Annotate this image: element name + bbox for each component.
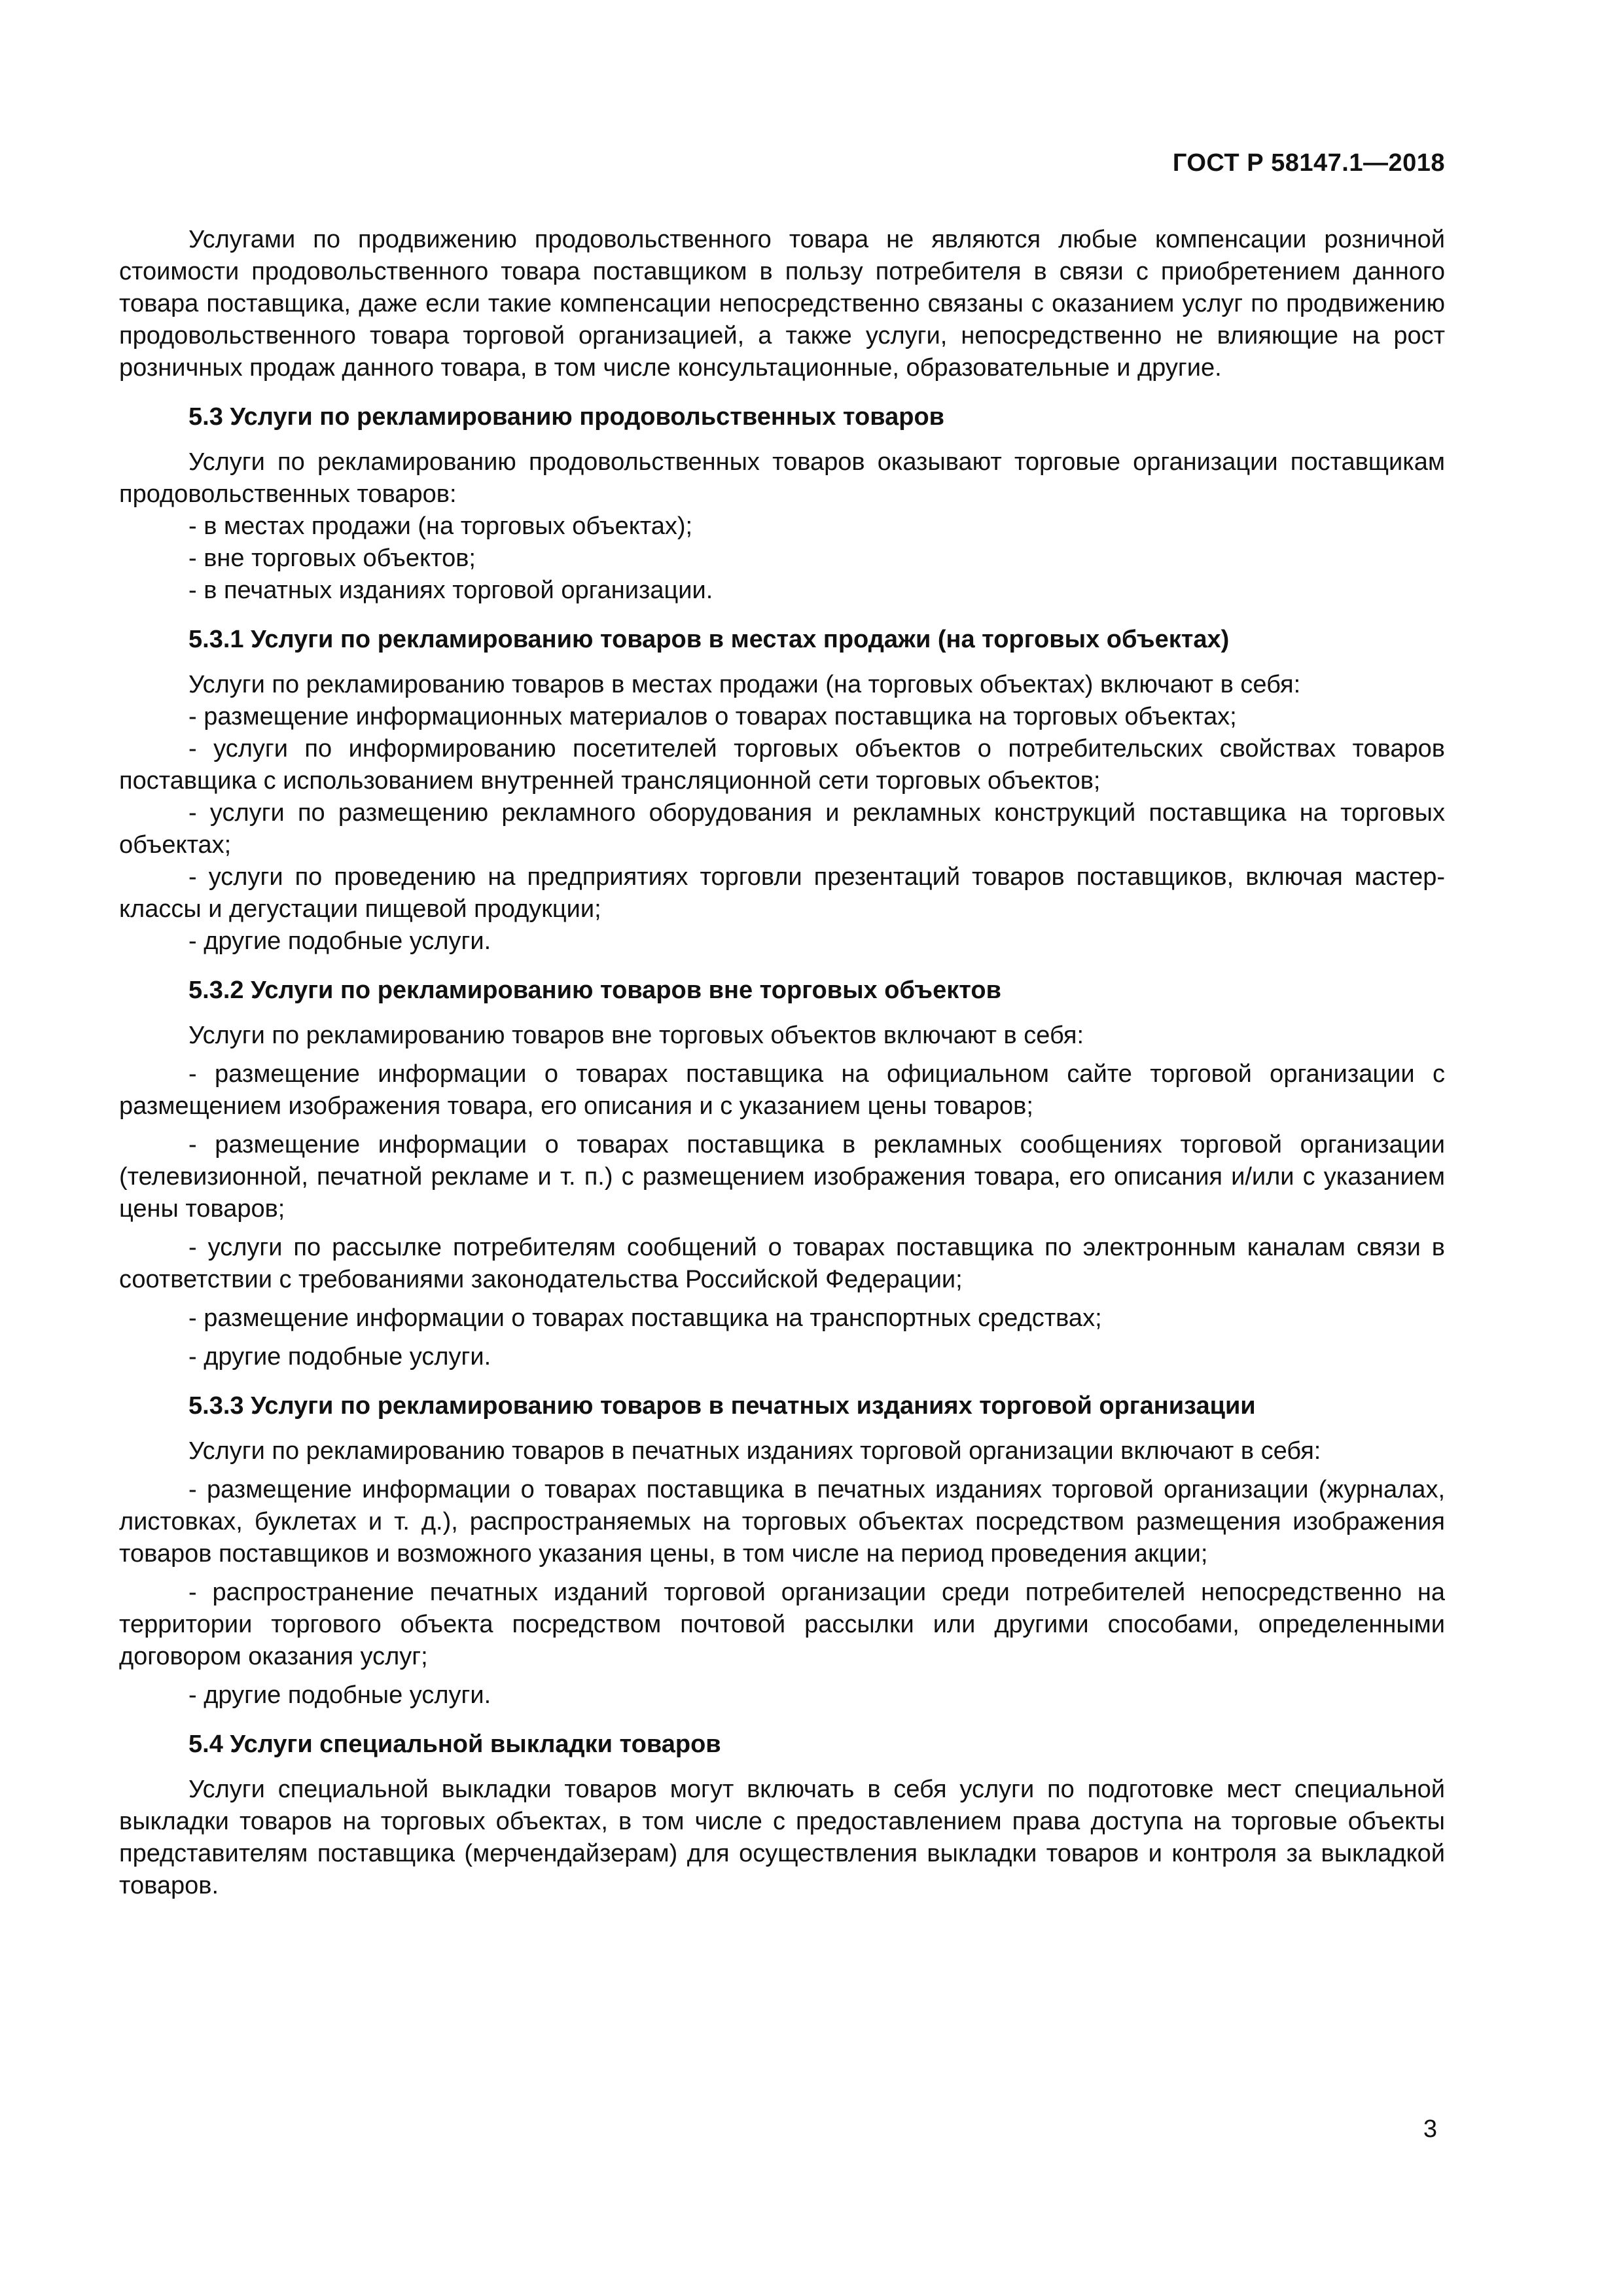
page-number: 3 bbox=[1423, 2115, 1437, 2143]
paragraph: Услуги по рекламированию товаров вне торговых объектов включают в себя: bbox=[188, 1022, 1084, 1049]
list-item: - размещение информационных материалов о товарах поставщика на торговых объектах; bbox=[188, 703, 1237, 730]
list-item: - другие подобные услуги. bbox=[188, 927, 491, 955]
list-item: - другие подобные услуги. bbox=[188, 1681, 491, 1709]
paragraph: Услуги по рекламированию товаров в местах продажи (на торговых объектах) включают в себя: bbox=[188, 671, 1301, 698]
document-page bbox=[119, 0, 1445, 2296]
list-item: - вне торговых объектов; bbox=[188, 545, 476, 572]
document-body bbox=[119, 224, 1445, 1902]
list-item: - другие подобные услуги. bbox=[188, 1343, 491, 1371]
section-heading: 5.3.1 Услуги по рекламированию товаров в местах продажи (на торговых объектах) bbox=[188, 626, 1230, 653]
section-heading: 5.3 Услуги по рекламированию продовольственных товаров bbox=[188, 403, 945, 431]
list-item: - распространение печатных изданий торговой организации среди потребителей непосредственно на территории торгового объекта посредством почтовой рассылки или другими способами, определенными договором оказания услуг; bbox=[119, 1579, 1445, 1670]
paragraph: Услуги специальной выкладки товаров могут включать в себя услуги по подготовке мест специальной выкладки товаров на торговых объектах, в том числе с предоставлением права доступа на торговые объекты представителям поставщика (мерчендайзерам) для осуществления выкладки товаров и контроля за выкладкой товаров. bbox=[119, 1776, 1445, 1899]
list-item: - размещение информации о товарах поставщика на транспортных средствах; bbox=[188, 1304, 1102, 1332]
list-item: - размещение информации о товарах поставщика в печатных изданиях торговой организации (журналах, листовках, буклетах и т. д.), распространяемых на торговых объектах посредством размещения изображения товаров поставщиков и возможного указания цены, в том числе на период проведения акции; bbox=[119, 1476, 1445, 1568]
list-item: - в местах продажи (на торговых объектах); bbox=[188, 512, 693, 540]
list-item: - услуги по проведению на предприятиях торговли презентаций товаров поставщиков, включая мастер-классы и дегустации пищевой продукции; bbox=[119, 863, 1445, 923]
list-item: - услуги по рассылке потребителям сообщений о товарах поставщика по электронным каналам связи в соответствии с требованиями законодательства Российской Федерации; bbox=[119, 1234, 1445, 1293]
list-item: - размещение информации о товарах поставщика на официальном сайте торговой организации с размещением изображения товара, его описания и с указанием цены товаров; bbox=[119, 1060, 1445, 1120]
section-heading: 5.3.2 Услуги по рекламированию товаров вне торговых объектов bbox=[188, 977, 1001, 1004]
list-item: - в печатных изданиях торговой организации. bbox=[188, 577, 713, 604]
list-item: - размещение информации о товарах поставщика в рекламных сообщениях торговой организации (телевизионной, печатной рекламе и т. п.) с размещением изображения товара, его описания и/или с указанием цены товаров; bbox=[119, 1131, 1445, 1223]
paragraph: Услуги по рекламированию товаров в печатных изданиях торговой организации включают в себя: bbox=[188, 1437, 1321, 1465]
list-item: - услуги по размещению рекламного оборудования и рекламных конструкций поставщика на торговых объектах; bbox=[119, 799, 1445, 859]
section-heading: 5.3.3 Услуги по рекламированию товаров в печатных изданиях торговой организации bbox=[188, 1392, 1256, 1420]
document-id: ГОСТ Р 58147.1—2018 bbox=[1172, 149, 1445, 177]
paragraph: Услугами по продвижению продовольственного товара не являются любые компенсации розничной стоимости продовольственного товара поставщиком в пользу потребителя в связи с приобретением данного товара поставщика, даже если такие компенсации непосредственно связаны с оказанием услуг по продвижению продовольственного товара торговой организацией, а также услуги, непосредственно не влияющие на рост розничных продаж данного товара, в том числе консультационные, образовательные и другие. bbox=[119, 226, 1445, 382]
paragraph: Услуги по рекламированию продовольственных товаров оказывают торговые организации поставщикам продовольственных товаров: bbox=[119, 448, 1445, 508]
list-item: - услуги по информированию посетителей торговых объектов о потребительских свойствах товаров поставщика с использованием внутренней трансляционной сети торговых объектов; bbox=[119, 735, 1445, 795]
section-heading: 5.4 Услуги специальной выкладки товаров bbox=[188, 1731, 721, 1758]
